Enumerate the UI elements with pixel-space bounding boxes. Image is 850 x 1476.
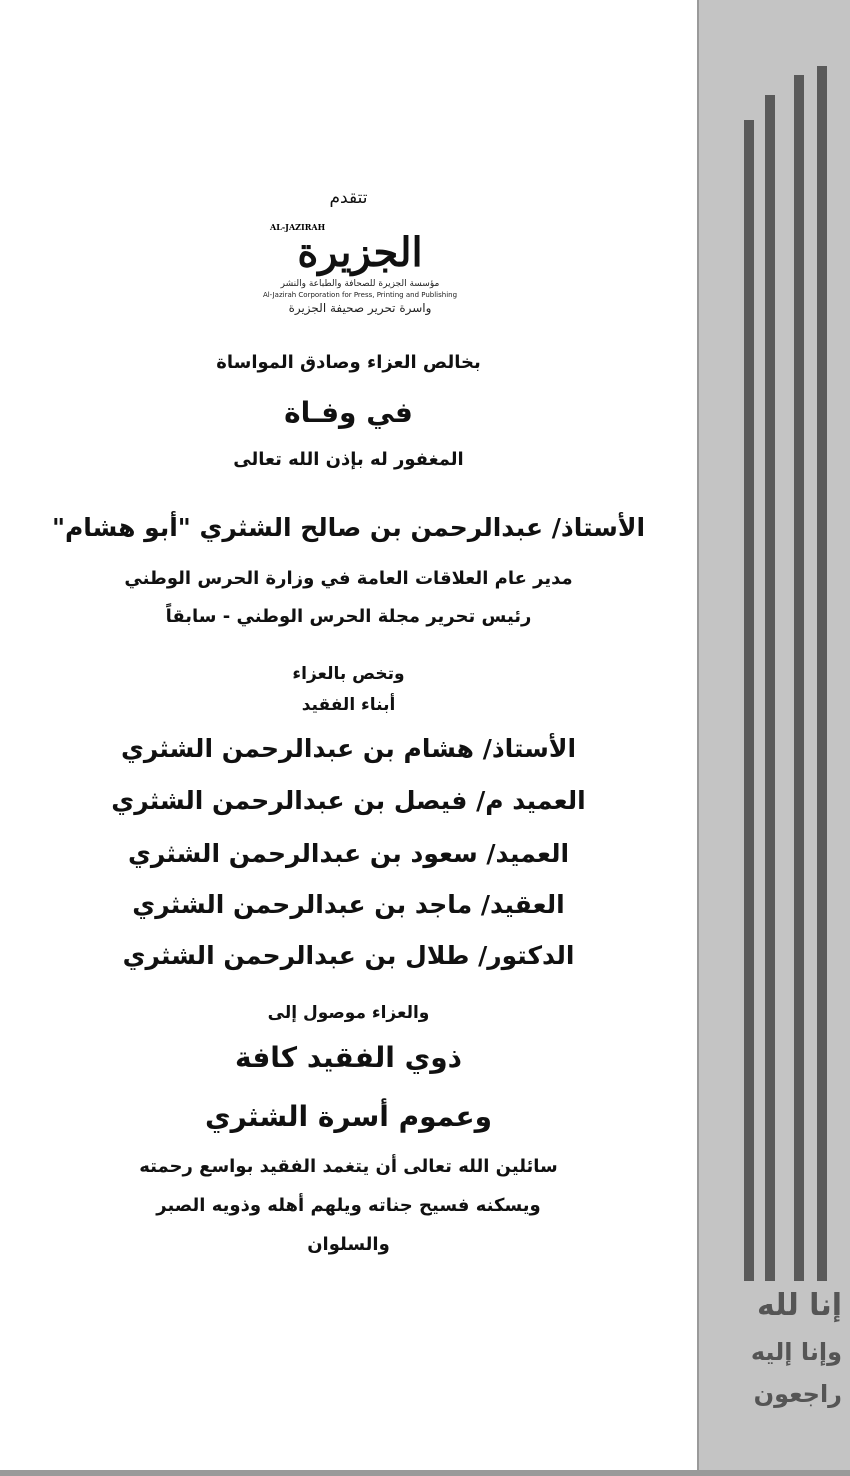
closing-1: سائلين الله تعالى أن يتغمد الفقيد بواسع رحمته <box>139 1156 558 1177</box>
title-2: رئيس تحرير مجلة الحرس الوطني - سابقاً <box>165 606 532 627</box>
extended-intro: والعزاء موصول إلى <box>267 1003 430 1023</box>
son-2: العميد م/ فيصل بن عبدالرحمن الشثري <box>111 786 586 815</box>
verse-line-2: وإنا إليه <box>750 1338 842 1366</box>
special-condolence: وتخص بالعزاء <box>292 664 405 684</box>
logo-staff: واسرة تحرير صحيفة الجزيرة <box>288 301 432 315</box>
bottom-border <box>0 1470 850 1476</box>
son-1: الأستاذ/ هشام بن عبدالرحمن الشثري <box>120 734 577 763</box>
verse-stroke <box>794 75 804 1281</box>
verse-stroke <box>817 66 827 1281</box>
son-3: العميد/ سعود بن عبدالرحمن الشثري <box>127 839 570 868</box>
extended-2: وعموم أسرة الشثري <box>204 1100 493 1133</box>
condolence-intro: بخالص العزاء وصادق المواساة <box>216 352 481 373</box>
al-jazirah-logo <box>230 218 490 338</box>
closing-2: ويسكنه فسيح جناته ويلهم أهله وذويه الصبر <box>156 1195 541 1216</box>
logo-corporation-ar: مؤسسة الجزيرة للصحافة والطباعة والنشر <box>280 279 440 289</box>
death-heading: في وفـاة <box>284 396 413 429</box>
deceased-name: الأستاذ/ عبدالرحمن بن صالح الشثري "أبو هشام" <box>51 513 646 542</box>
prayer-text: المغفور له بإذن الله تعالى <box>233 449 464 470</box>
extended-1: ذوي الفقيد كافة <box>234 1041 463 1074</box>
logo-arabic: الجزيرة <box>297 229 423 276</box>
presenter-text: تتقدم <box>329 188 368 208</box>
verse-line-1: إنا لله <box>757 1288 842 1323</box>
logo-corporation-en: Al-Jazirah Corporation for Press, Printing and Publishing <box>262 291 458 299</box>
sons-heading: أبناء الفقيد <box>301 695 396 715</box>
verse-stroke <box>765 95 775 1281</box>
closing-3: والسلوان <box>307 1234 390 1255</box>
verse-panel <box>697 0 850 1476</box>
verse-line-3: راجعون <box>753 1380 842 1408</box>
title-1: مدير عام العلاقات العامة في وزارة الحرس الوطني <box>124 568 573 589</box>
son-5: الدكتور/ طلال بن عبدالرحمن الشثري <box>122 941 575 970</box>
son-4: العقيد/ ماجد بن عبدالرحمن الشثري <box>132 890 565 919</box>
logo-latin: AL-JAZIRAH <box>270 222 326 232</box>
verse-stroke <box>744 120 754 1281</box>
